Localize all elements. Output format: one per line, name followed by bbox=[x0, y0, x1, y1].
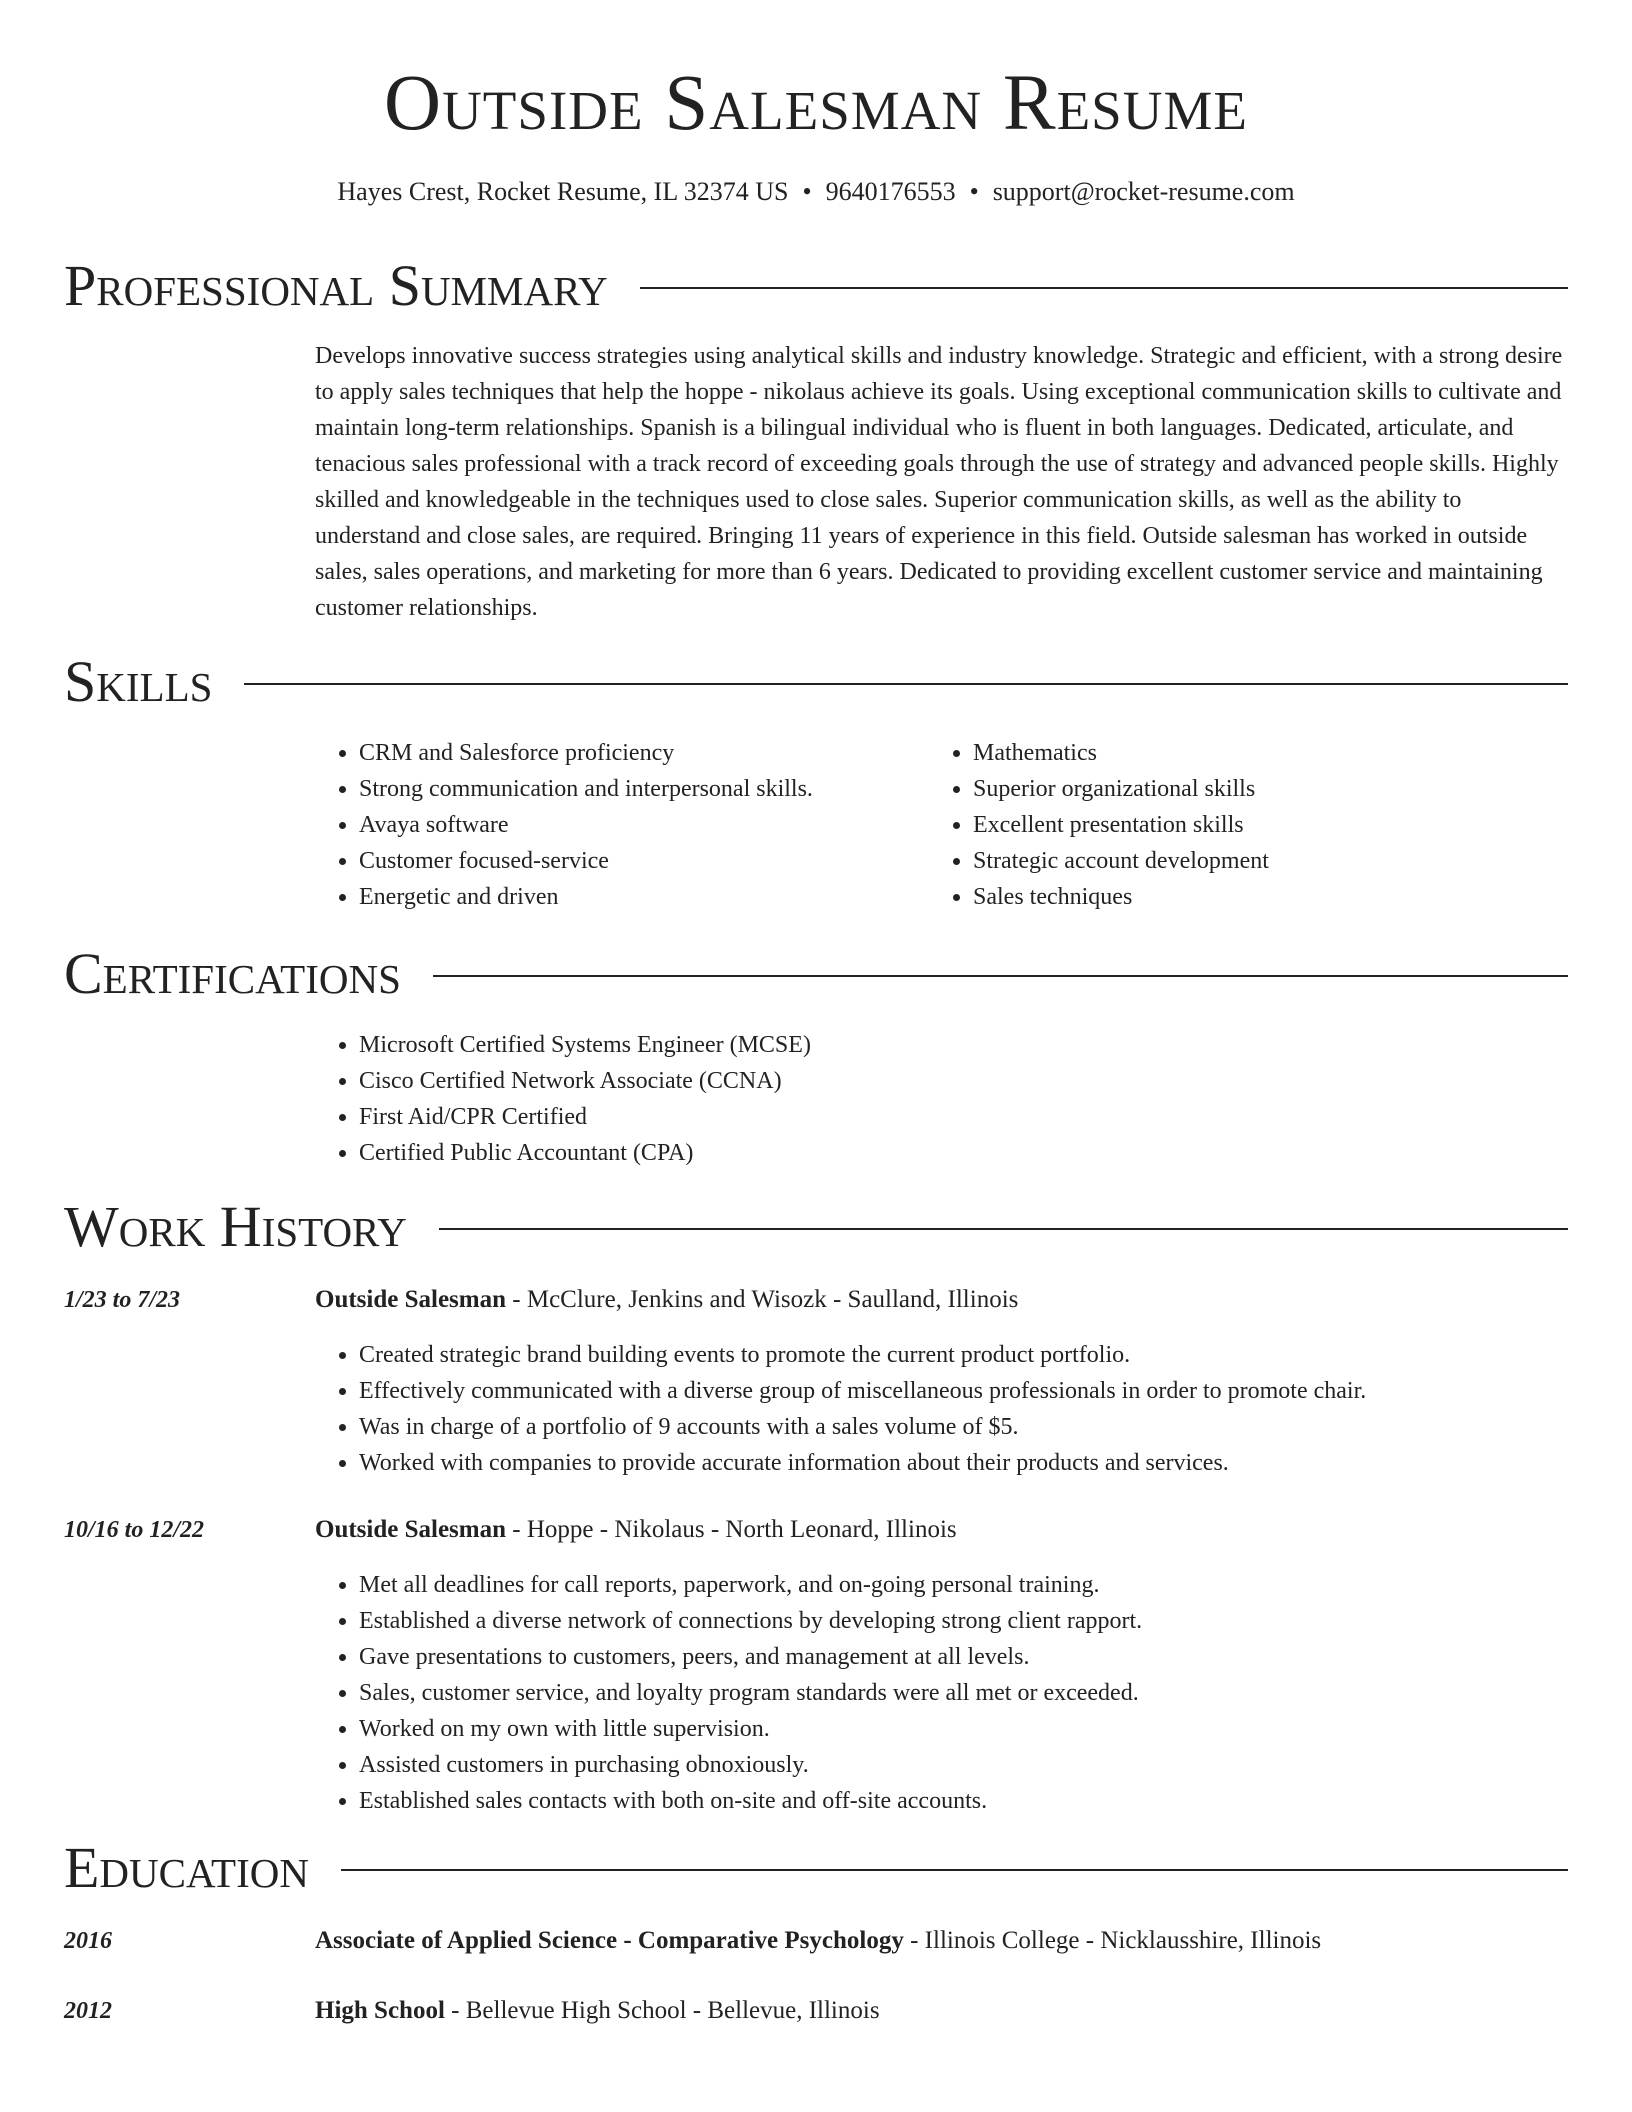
list-item: • Sales techniques bbox=[973, 879, 1269, 915]
section-title-skills: Skills bbox=[64, 649, 213, 714]
job-duties bbox=[315, 1567, 1142, 1819]
contact-phone: 9640176553 bbox=[825, 177, 956, 206]
section-header-skills bbox=[64, 647, 1568, 717]
list-item: • Superior organizational skills bbox=[973, 771, 1269, 807]
contact-separator: • bbox=[969, 177, 979, 206]
list-item: • CRM and Salesforce proficiency bbox=[359, 735, 813, 771]
list-item: • Microsoft Certified Systems Engineer (MCSE) bbox=[359, 1027, 811, 1063]
education-school: - Illinois College - Nicklausshire, Illinois bbox=[903, 1927, 1322, 1954]
list-item: • Certified Public Accountant (CPA) bbox=[359, 1135, 811, 1171]
job-dates: 1/23 to 7/23 bbox=[64, 1287, 181, 1313]
contact-address: Hayes Crest, Rocket Resume, IL 32374 US bbox=[337, 177, 789, 206]
education-degree: High School bbox=[315, 1997, 445, 2024]
education-year: 2016 bbox=[64, 1928, 112, 1954]
certifications-list bbox=[315, 1027, 811, 1171]
list-item: • Created strategic brand building events to promote the current product portfolio. bbox=[359, 1337, 1366, 1373]
list-item: • Excellent presentation skills bbox=[973, 807, 1269, 843]
list-item: • Mathematics bbox=[973, 735, 1269, 771]
section-header-certifications bbox=[64, 939, 1568, 1009]
summary-text: Develops innovative success strategies using analytical skills and industry knowledge. Strategic and efficient, with a strong desire to apply sales techniques that help the hoppe - nikolaus achieve its goals. Using exceptional communication skills to cultivate and maintain long-term relationships. Spanish is a bilingual individual who is fluent in both languages. Dedicated, articulate, and tenacious sales professional with a track record of exceeding goals through the use of strategy and advanced people skills. Highly skilled and knowledgeable in the techniques used to close sales. Superior communication skills, as well as the ability to understand and close sales, are required. Bringing 11 years of experience in this field. Outside salesman has worked in outside sales, sales operations, and marketing for more than 6 years. Dedicated to providing excellent customer service and maintaining customer relationships. bbox=[315, 343, 1563, 621]
list-item: • Avaya software bbox=[359, 807, 813, 843]
job-heading bbox=[315, 1283, 1018, 1317]
skills-column-left bbox=[315, 735, 813, 915]
job-employer: - Hoppe - Nikolaus - North Leonard, Illinois bbox=[506, 1516, 957, 1543]
list-item: • Effectively communicated with a diverse group of miscellaneous professionals in order to promote chair. bbox=[359, 1373, 1366, 1409]
list-item: • Met all deadlines for call reports, paperwork, and on-going personal training. bbox=[359, 1567, 1142, 1603]
list-item: • Was in charge of a portfolio of 9 accounts with a sales volume of $5. bbox=[359, 1409, 1366, 1445]
list-item: • Cisco Certified Network Associate (CCNA) bbox=[359, 1063, 811, 1099]
resume-title: Outside Salesman Resume bbox=[384, 60, 1248, 147]
list-item: • Worked with companies to provide accurate information about their products and services. bbox=[359, 1445, 1366, 1481]
list-item: • Gave presentations to customers, peers, and management at all levels. bbox=[359, 1639, 1142, 1675]
section-title-summary: Professional Summary bbox=[64, 253, 608, 318]
list-item: • Worked on my own with little supervision. bbox=[359, 1711, 1142, 1747]
section-divider bbox=[640, 287, 1568, 289]
job-role: Outside Salesman bbox=[315, 1286, 507, 1313]
section-title-education: Education bbox=[64, 1835, 309, 1900]
education-entry bbox=[315, 1924, 1321, 1958]
list-item: • Strategic account development bbox=[973, 843, 1269, 879]
education-degree: Associate of Applied Science - Comparative Psychology bbox=[315, 1927, 904, 1954]
job-duties bbox=[315, 1337, 1366, 1481]
job-role: Outside Salesman bbox=[315, 1516, 507, 1543]
contact-email: support@rocket-resume.com bbox=[992, 177, 1295, 206]
education-year: 2012 bbox=[64, 1998, 112, 2024]
education-school: - Bellevue High School - Bellevue, Illinois bbox=[444, 1997, 880, 2024]
contact-separator: • bbox=[802, 177, 812, 206]
section-divider bbox=[341, 1869, 1568, 1871]
list-item: • Established a diverse network of connections by developing strong client rapport. bbox=[359, 1603, 1142, 1639]
section-divider bbox=[433, 975, 1568, 977]
list-item: • Strong communication and interpersonal skills. bbox=[359, 771, 813, 807]
job-heading bbox=[315, 1513, 957, 1547]
section-title-work: Work History bbox=[64, 1194, 407, 1259]
contact-line bbox=[0, 175, 1632, 209]
skills-column-right bbox=[929, 735, 1269, 915]
section-header-summary bbox=[64, 251, 1568, 321]
section-divider bbox=[439, 1228, 1568, 1230]
job-dates: 10/16 to 12/22 bbox=[64, 1517, 205, 1543]
list-item: • Established sales contacts with both on-site and off-site accounts. bbox=[359, 1783, 1142, 1819]
section-title-certifications: Certifications bbox=[64, 941, 401, 1006]
section-header-education bbox=[64, 1833, 1568, 1903]
list-item: • First Aid/CPR Certified bbox=[359, 1099, 811, 1135]
list-item: • Assisted customers in purchasing obnoxiously. bbox=[359, 1747, 1142, 1783]
section-header-work bbox=[64, 1192, 1568, 1262]
list-item: • Sales, customer service, and loyalty program standards were all met or exceeded. bbox=[359, 1675, 1142, 1711]
section-divider bbox=[244, 683, 1568, 685]
education-entry bbox=[315, 1994, 880, 2028]
job-employer: - McClure, Jenkins and Wisozk - Saulland, Illinois bbox=[506, 1286, 1019, 1313]
list-item: • Energetic and driven bbox=[359, 879, 813, 915]
list-item: • Customer focused-service bbox=[359, 843, 813, 879]
